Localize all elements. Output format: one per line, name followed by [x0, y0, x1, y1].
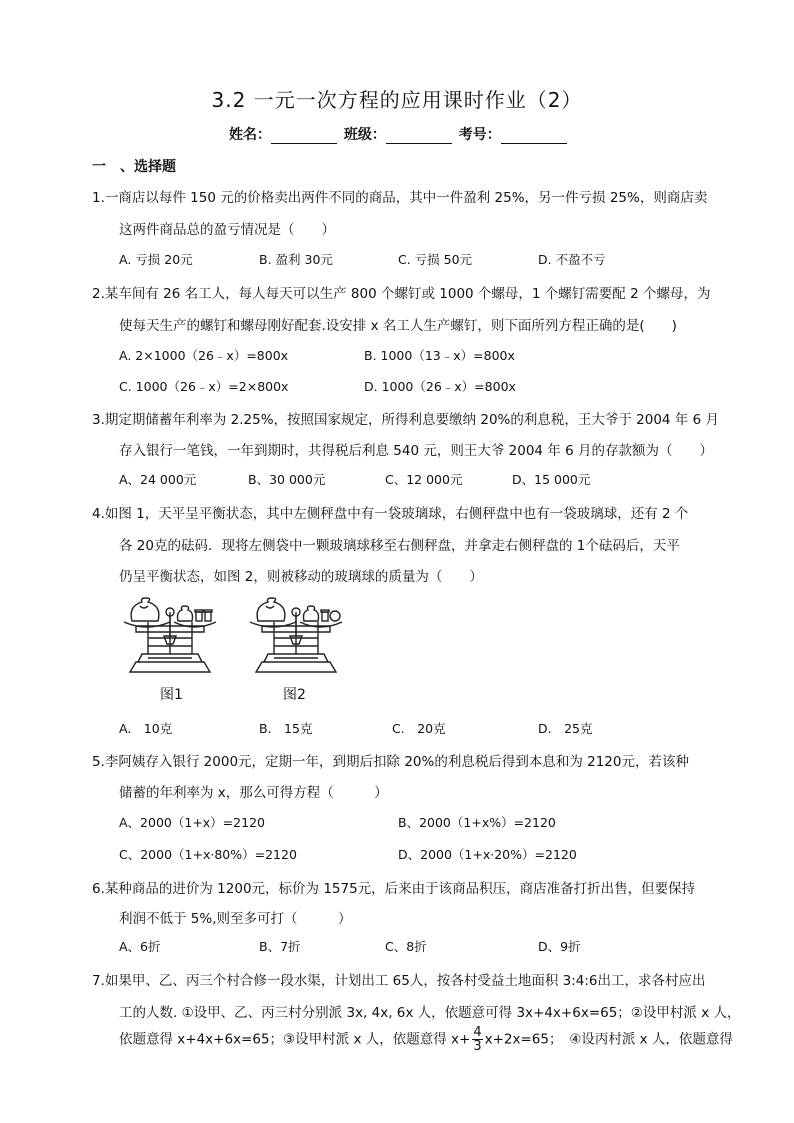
q5-option-d: D、2000（1+x·20%）=2120 — [398, 847, 577, 862]
q7-line-1: 7.如果甲、乙、丙三个村合修一段水渠，计划出工 65人，按各村受益土地面积 3:4:6出工，求各村应出 — [92, 973, 706, 989]
q4-option-b: B. 15克 — [259, 721, 313, 736]
q1-option-a: A. 亏损 20元 — [119, 252, 193, 267]
q2-line-1: 2.某车间有 26 名工人，每人每天可以生产 800 个螺钉或 1000 个螺母，1 个螺钉需要配 2 个螺母，为 — [92, 286, 711, 302]
fraction-denominator: 3 — [473, 1039, 482, 1054]
q4-option-d: D. 25克 — [538, 721, 593, 736]
q1-line-2: 这两件商品总的盈亏情况是（ ） — [119, 222, 335, 238]
q4-line-3: 仍呈平衡状态，如图 2，则被移动的玻璃球的质量为（ ） — [119, 569, 483, 585]
q2-option-c: C. 1000（26﹣x）=2×800x — [119, 379, 289, 394]
q7-line-3-part-2: x+2x=65； ④设丙村派 x 人，依题意得 — [484, 1031, 733, 1048]
fraction-numerator: 4 — [473, 1025, 482, 1040]
q4-line-2: 各 20克的砝码．现将左侧袋中一颗玻璃球移至右侧秤盘，并拿走右侧秤盘的 1个砝码后，天平 — [119, 538, 680, 554]
q2-option-b: B. 1000（13﹣x）=800x — [364, 348, 515, 363]
q2-option-d: D. 1000（26﹣x）=800x — [364, 379, 516, 394]
q3-option-d: D、15 000元 — [512, 472, 591, 487]
q5-option-a: A、2000（1+x）=2120 — [119, 815, 265, 830]
q4-option-a: A. 10克 — [119, 721, 173, 736]
q1-option-d: D. 不盈不亏 — [538, 252, 606, 267]
q5-line-1: 5.李阿姨存入银行 2000元，定期一年，到期后扣除 20%的利息税后得到本息和为 2120元，若该种 — [92, 754, 689, 770]
q5-option-b: B、2000（1+x%）=2120 — [398, 815, 556, 830]
q3-line-2: 存入银行一笔钱，一年到期时，共得税后利息 540 元，则王大爷 2004 年 6 月的存款额为（ ） — [119, 443, 713, 459]
q4-line-1: 4.如图 1，天平呈平衡状态，其中左侧秤盘中有一袋玻璃球，右侧秤盘中也有一袋玻璃球，还有 2 个 — [92, 506, 689, 522]
section-heading: 一 、选择题 — [92, 159, 176, 175]
q3-option-b: B、30 000元 — [248, 472, 326, 487]
q5-option-c: C、2000（1+x·80%）=2120 — [119, 847, 297, 862]
q3-line-1: 3.期定期储蓄年利率为 2.25%，按照国家规定，所得利息要缴纳 20%的利息税，王大爷于 2004 年 6 月 — [92, 412, 719, 428]
q4-option-c: C. 20克 — [392, 721, 446, 736]
q1-line-1: 1.一商店以每件 150 元的价格卖出两件不同的商品，其中一件盈利 25%，另一件亏损 25%，则商店卖 — [92, 190, 708, 206]
id-label: 考号： — [458, 127, 501, 143]
q6-line-2: 利润不低于 5%,则至多可打（ ） — [119, 911, 352, 927]
class-label: 班级： — [343, 127, 386, 143]
q3-option-c: C、12 000元 — [385, 472, 463, 487]
q3-option-a: A、24 000元 — [119, 472, 197, 487]
name-label: 姓名： — [229, 127, 271, 143]
q7-line-3-part-1: 依题意得 x+4x+6x=65；③设甲村派 x 人，依题意得 x+ — [119, 1031, 471, 1048]
figure-2-caption: 图2 — [283, 687, 306, 703]
q1-option-b: B. 盈利 30元 — [259, 252, 333, 267]
q6-option-b: B、7折 — [259, 939, 301, 954]
student-info-line — [229, 124, 569, 144]
q7-line-3 — [119, 1026, 733, 1053]
page-title: 3.2 一元一次方程的应用课时作业（2） — [211, 88, 583, 112]
fraction-four-thirds — [472, 1026, 482, 1053]
name-blank — [271, 129, 337, 144]
q6-option-d: D、9折 — [538, 939, 581, 954]
figure-1-caption: 图1 — [160, 687, 183, 703]
q7-line-2: 工的人数. ①设甲、乙、丙三村分别派 3x, 4x, 6x 人，依题意可得 3x+4x+6x=65；②设甲村派 x 人， — [119, 1005, 741, 1021]
id-blank — [501, 129, 567, 144]
class-blank — [386, 129, 452, 144]
balance-scale-figure-2 — [244, 592, 348, 676]
q6-option-c: C、8折 — [385, 939, 427, 954]
q6-line-1: 6.某种商品的进价为 1200元，标价为 1575元，后来由于该商品积压，商店准备打折出售，但要保持 — [92, 881, 696, 897]
q5-line-2: 储蓄的年利率为 x，那么可得方程（ ） — [119, 785, 388, 801]
q1-option-c: C. 亏损 50元 — [398, 252, 473, 267]
balance-scale-figure-1 — [118, 592, 222, 676]
q2-line-2: 使每天生产的螺钉和螺母刚好配套.设安排 x 名工人生产螺钉，则下面所列方程正确的是( ) — [119, 318, 677, 334]
q2-option-a: A. 2×1000（26﹣x）=800x — [119, 348, 289, 363]
q6-option-a: A、6折 — [119, 939, 161, 954]
